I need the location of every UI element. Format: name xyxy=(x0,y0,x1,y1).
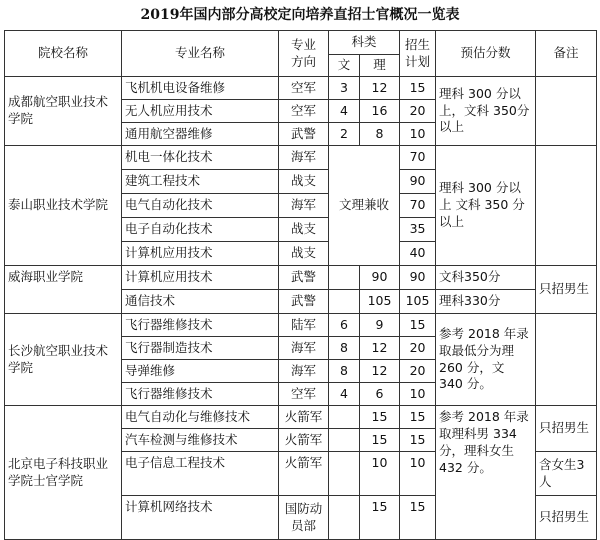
science-cell: 15 xyxy=(360,406,400,429)
estimate-cell: 参考 2018 年录取理科男 334 分，理科女生 432 分。 xyxy=(436,406,536,540)
arts-cell xyxy=(329,452,360,496)
arts-cell: 2 xyxy=(329,123,360,146)
direction-cell: 火箭军 xyxy=(279,429,329,452)
note-cell xyxy=(536,77,597,146)
major-cell: 建筑工程技术 xyxy=(122,170,279,194)
major-cell: 电气自动化技术 xyxy=(122,194,279,218)
science-cell: 12 xyxy=(360,77,400,100)
plan-cell: 40 xyxy=(400,242,436,266)
arts-cell: 4 xyxy=(329,383,360,406)
direction-cell: 海军 xyxy=(279,360,329,383)
table-title: 2019年国内部分高校定向培养直招士官概况一览表 xyxy=(140,7,460,23)
estimate-cell: 参考 2018 年录取最低分为理 260 分，文 340 分。 xyxy=(436,314,536,406)
arts-cell: 8 xyxy=(329,360,360,383)
plan-cell: 15 xyxy=(400,496,436,540)
direction-cell: 武警 xyxy=(279,266,329,290)
science-cell: 12 xyxy=(360,337,400,360)
header-school: 院校名称 xyxy=(5,31,122,77)
major-cell: 机电一体化技术 xyxy=(122,146,279,170)
header-row xyxy=(5,31,597,55)
major-cell: 飞行器维修技术 xyxy=(122,383,279,406)
direction-cell: 战支 xyxy=(279,218,329,242)
science-cell: 15 xyxy=(360,429,400,452)
arts-cell xyxy=(329,429,360,452)
major-cell: 飞行器制造技术 xyxy=(122,337,279,360)
plan-cell: 10 xyxy=(400,383,436,406)
estimate-cell: 理科 300 分以上 文科 350 分以上 xyxy=(436,146,536,266)
direction-cell: 海军 xyxy=(279,337,329,360)
science-cell: 16 xyxy=(360,100,400,123)
plan-cell: 70 xyxy=(400,146,436,170)
header-arts: 文 xyxy=(329,55,360,77)
plan-cell: 20 xyxy=(400,337,436,360)
admissions-table xyxy=(4,30,597,540)
header-direction: 专业 方向 xyxy=(279,31,329,77)
plan-cell: 20 xyxy=(400,100,436,123)
school-name: 成都航空职业技术学院 xyxy=(5,77,122,146)
science-cell: 90 xyxy=(360,266,400,290)
major-cell: 汽车检测与维修技术 xyxy=(122,429,279,452)
school-name: 北京电子科技职业学院士官学院 xyxy=(5,406,122,540)
science-cell: 9 xyxy=(360,314,400,337)
school-name: 长沙航空职业技术学院 xyxy=(5,314,122,406)
plan-cell: 90 xyxy=(400,170,436,194)
direction-cell: 战支 xyxy=(279,170,329,194)
major-cell: 电气自动化与维修技术 xyxy=(122,406,279,429)
major-cell: 飞行器维修技术 xyxy=(122,314,279,337)
table-row xyxy=(5,77,597,100)
plan-cell: 90 xyxy=(400,266,436,290)
major-cell: 通用航空器维修 xyxy=(122,123,279,146)
table-row xyxy=(5,146,597,170)
major-cell: 计算机应用技术 xyxy=(122,242,279,266)
plan-cell: 70 xyxy=(400,194,436,218)
school-name: 威海职业学院 xyxy=(5,266,122,314)
table-row xyxy=(5,406,597,429)
direction-cell: 武警 xyxy=(279,123,329,146)
science-cell: 12 xyxy=(360,360,400,383)
major-cell: 无人机应用技术 xyxy=(122,100,279,123)
header-score: 预估分数 xyxy=(436,31,536,77)
science-cell: 15 xyxy=(360,496,400,540)
direction-cell: 战支 xyxy=(279,242,329,266)
school-name: 泰山职业技术学院 xyxy=(5,146,122,266)
plan-cell: 35 xyxy=(400,218,436,242)
arts-cell xyxy=(329,496,360,540)
major-cell: 导弹维修 xyxy=(122,360,279,383)
direction-cell: 空军 xyxy=(279,100,329,123)
subject-merged-cell: 文理兼收 xyxy=(329,146,400,266)
header-science: 理 xyxy=(360,55,400,77)
science-cell: 8 xyxy=(360,123,400,146)
arts-cell xyxy=(329,266,360,290)
direction-cell: 国防动员部 xyxy=(279,496,329,540)
major-cell: 电子信息工程技术 xyxy=(122,452,279,496)
plan-cell: 10 xyxy=(400,123,436,146)
note-cell: 含女生3人 xyxy=(536,452,597,496)
major-cell: 通信技术 xyxy=(122,290,279,314)
estimate-cell: 理科330分 xyxy=(436,290,536,314)
plan-cell: 15 xyxy=(400,314,436,337)
direction-cell: 陆军 xyxy=(279,314,329,337)
note-cell: 只招男生 xyxy=(536,496,597,540)
science-cell: 6 xyxy=(360,383,400,406)
direction-cell: 空军 xyxy=(279,77,329,100)
arts-cell: 4 xyxy=(329,100,360,123)
arts-cell: 8 xyxy=(329,337,360,360)
note-cell xyxy=(536,314,597,406)
plan-cell: 15 xyxy=(400,406,436,429)
arts-cell xyxy=(329,406,360,429)
major-cell: 飞机机电设备维修 xyxy=(122,77,279,100)
note-cell xyxy=(536,146,597,266)
direction-cell: 海军 xyxy=(279,146,329,170)
header-notes: 备注 xyxy=(536,31,597,77)
direction-cell: 武警 xyxy=(279,290,329,314)
plan-cell: 105 xyxy=(400,290,436,314)
arts-cell: 6 xyxy=(329,314,360,337)
arts-cell xyxy=(329,290,360,314)
note-cell: 只招男生 xyxy=(536,266,597,314)
estimate-cell: 理科 300 分以上，文科 350分以上 xyxy=(436,77,536,146)
table-row xyxy=(5,314,597,337)
estimate-cell: 文科350分 xyxy=(436,266,536,290)
direction-cell: 海军 xyxy=(279,194,329,218)
plan-cell: 10 xyxy=(400,452,436,496)
header-plan: 招生 计划 xyxy=(400,31,436,77)
direction-cell: 火箭军 xyxy=(279,452,329,496)
major-cell: 计算机应用技术 xyxy=(122,266,279,290)
science-cell: 105 xyxy=(360,290,400,314)
major-cell: 电子自动化技术 xyxy=(122,218,279,242)
plan-cell: 15 xyxy=(400,77,436,100)
note-cell: 只招男生 xyxy=(536,406,597,452)
arts-cell: 3 xyxy=(329,77,360,100)
header-subject: 科类 xyxy=(329,31,400,55)
direction-cell: 空军 xyxy=(279,383,329,406)
plan-cell: 15 xyxy=(400,429,436,452)
major-cell: 计算机网络技术 xyxy=(122,496,279,540)
header-major: 专业名称 xyxy=(122,31,279,77)
table-row xyxy=(5,266,597,290)
plan-cell: 20 xyxy=(400,360,436,383)
direction-cell: 火箭军 xyxy=(279,406,329,429)
science-cell: 10 xyxy=(360,452,400,496)
